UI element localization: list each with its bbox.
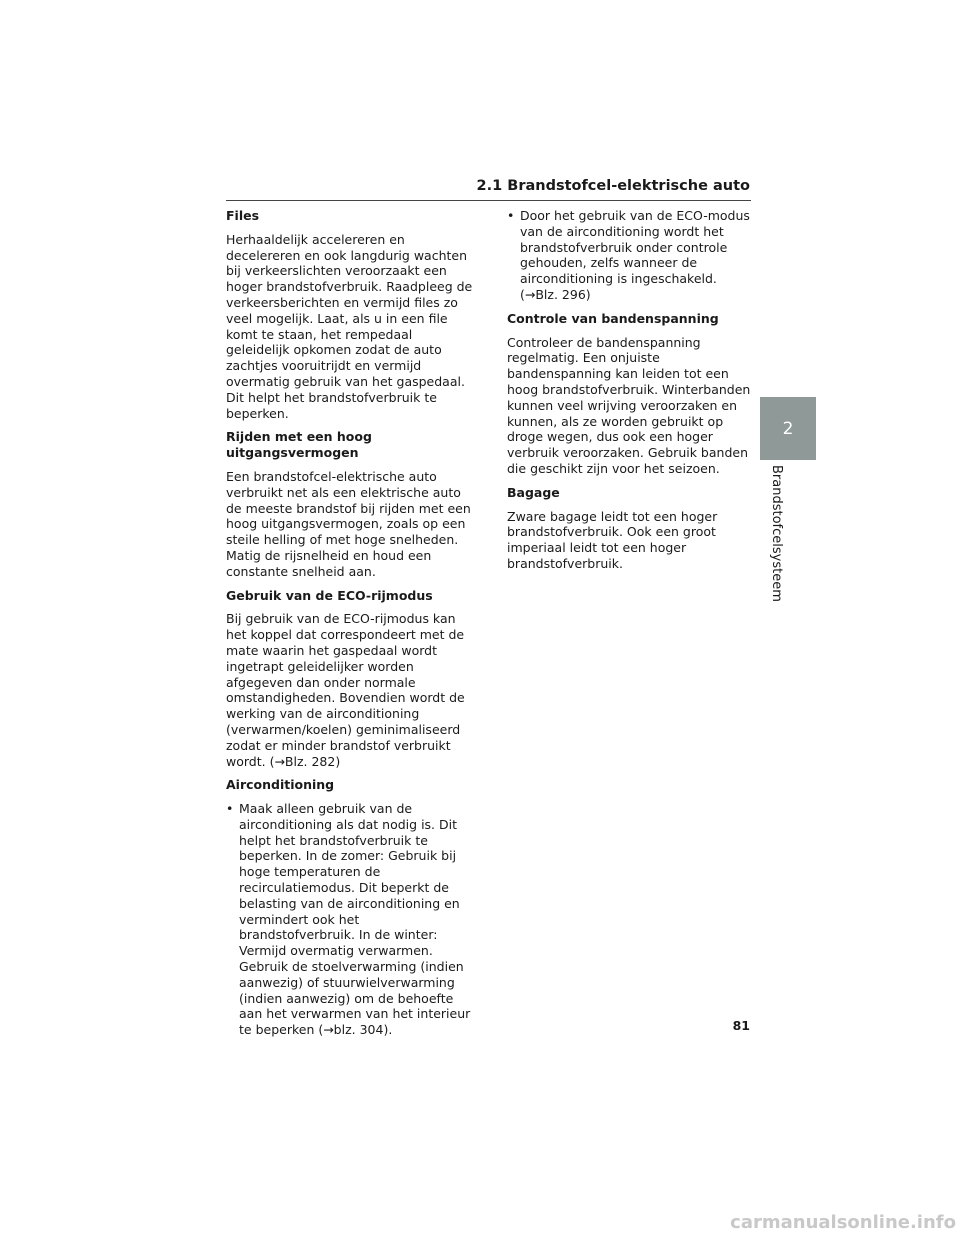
eco-airco-bullet-item [507,208,755,303]
chapter-tab: 2 [760,397,816,460]
left-column [226,208,474,1046]
rijden-heading: Rijden met een hoog uitgangsvermogen [226,429,372,461]
eco-heading: Gebruik van de ECO-rijmodus [226,587,433,603]
bagage-paragraph: Zware bagage leidt tot een hoger brandstofverbruik. Ook een groot imperiaal leidt tot een hoger brandstofverbruik. [507,508,718,571]
bullet-icon: • [507,208,515,223]
banden-heading: Controle van bandenspanning [507,310,719,326]
rijden-paragraph: Een brandstofcel-elektrische auto verbruikt net als een elektrische auto de meeste brandstof bij rijden met een hoog uitgangsvermogen, zoals op een steile helling of met hoge snelheden. Matig de rijsnelheid en houd een constante snelheid aan. [226,468,471,579]
airco-heading: Airconditioning [226,777,335,793]
files-heading: Files [226,208,260,223]
bagage-heading: Bagage [507,484,560,500]
files-paragraph: Herhaaldelijk accelereren en decelereren en ook langdurig wachten bij verkeerslichten veroorzaakt een hoger brandstofverbruik. Raadpleeg de verkeersberichten en vermijd files zo veel mogelijk. Laat, als u in een file komt te staan, het rempedaal geleidelijk opkomen zodat de auto zachtjes vooruitrijdt en vermijd overmatig gebruik van het gaspedaal. Dit helpt het brandstofverbruik te beperken. [226,231,473,421]
bullet-icon: • [226,801,234,817]
right-column [507,208,755,580]
eco-paragraph: Bij gebruik van de ECO-rijmodus kan het koppel dat correspondeert met de mate waarin het gaspedaal wordt ingetrapt geleidelijker worden afgegeven dan onder normale omstandigheden. Bovendien wordt de werking van de airconditioning (verwarmen/koelen) geminimaliseerd zodat er minder brandstof verbruikt wordt. (→Blz. 282) [226,611,465,769]
header-divider [226,200,751,201]
watermark-logo: carmanualsonline.info [730,1212,956,1233]
page-number: 81 [732,1018,750,1033]
airco-bullet-item [226,801,474,1038]
section-header: 2.1 Brandstofcel-elektrische auto [476,178,750,194]
eco-airco-bullet-text: Door het gebruik van de ECO-modus van de airconditioning wordt het brandstofverbruik onder controle gehouden, zelfs wanneer de airconditioning is ingeschakeld. (→Blz. 296) [520,208,750,302]
airco-bullet-text: Maak alleen gebruik van de airconditioning als dat nodig is. Dit helpt het brandstofverbruik te beperken. In de zomer: Gebruik bij hoge temperaturen de recirculatiemodus. Dit beperkt de belasting van de airconditioning en vermindert ook het brandstofverbruik. In de winter: Vermijd overmatig verwarmen. Gebruik de stoelverwarming (indien aanwezig) of stuurwielverwarming (indien aanwezig) om de behoefte aan het verwarmen van het interieur te beperken (→blz. 304). [239,801,471,1038]
banden-paragraph: Controleer de bandenspanning regelmatig. Een onjuiste bandenspanning kan leiden tot een hoog brandstofverbruik. Winterbanden kunnen veel wrijving veroorzaken en kunnen, als ze worden gebruikt op droge wegen, dus ook een hoger verbruik veroorzaken. Gebruik banden die geschikt zijn voor het seizoen. [507,334,751,476]
chapter-side-label: Brandstofcelsysteem [769,465,784,602]
